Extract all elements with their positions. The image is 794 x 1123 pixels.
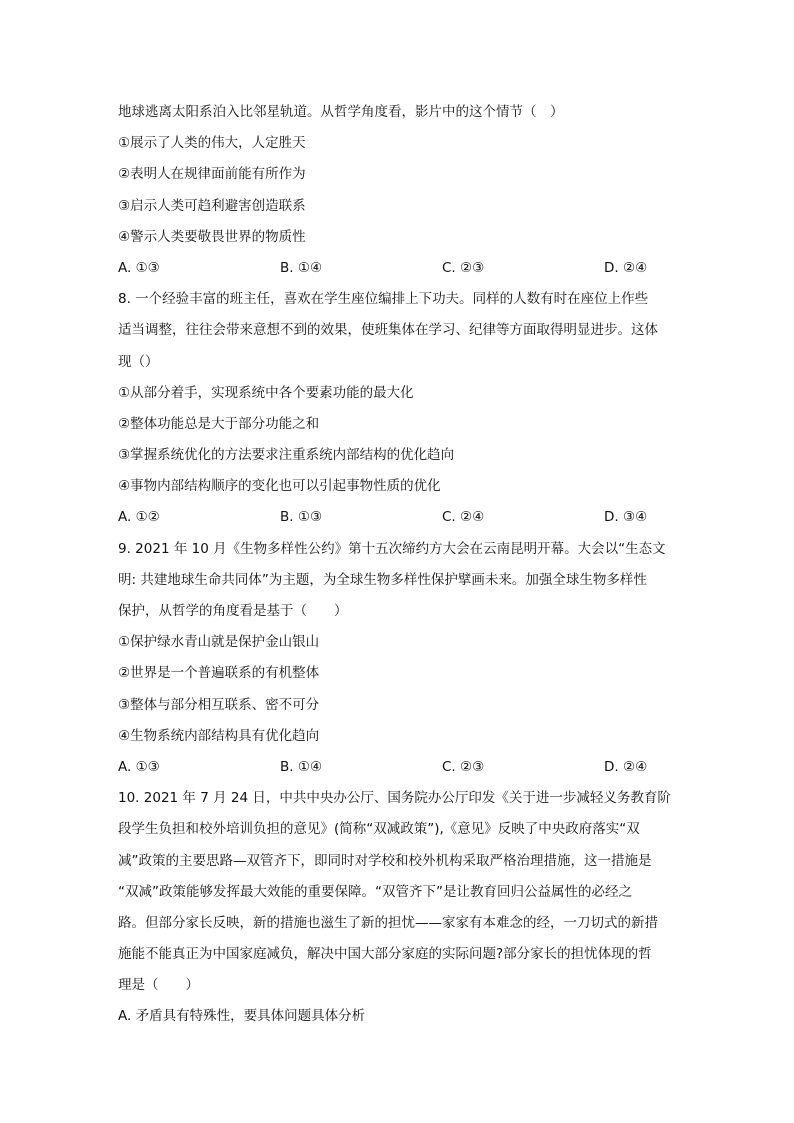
choice-d: D. ②④ (604, 259, 648, 276)
question-7-tail (118, 97, 678, 284)
question-stem: “双减”政策能够发挥最大效能的重要保障。“双管齐下”是让教育回归公益属性的必经之 (118, 883, 632, 900)
choice-b: B. ①③ (280, 509, 323, 526)
option-1: ①从部分着手，实现系统中各个要素功能的最大化 (118, 384, 414, 401)
option-2: ②表明人在规律面前能有所作为 (118, 166, 306, 183)
option-4: ④警示人类要敬畏世界的物质性 (118, 228, 306, 245)
answer-choices (118, 752, 678, 783)
question-stem: 路。但部分家长反映，新的措施也滋生了新的担忧——家家有本难念的经，一刀切式的新措 (118, 914, 658, 931)
choice-c: C. ②③ (442, 758, 485, 775)
option-4: ④生物系统内部结构具有优化趋向 (118, 727, 320, 744)
question-10 (118, 783, 678, 1033)
choice-b: B. ①④ (280, 259, 323, 276)
choice-a: A. ①③ (118, 758, 160, 775)
option-3: ③启示人类可趋利避害创造联系 (118, 197, 306, 214)
question-stem: 现（） (118, 353, 159, 370)
choice-b: B. ①④ (280, 758, 323, 775)
option-4: ④事物内部结构顺序的变化也可以引起事物性质的优化 (118, 478, 441, 495)
option-2: ②整体功能总是大于部分功能之和 (118, 415, 320, 432)
choice-c: C. ②④ (442, 509, 485, 526)
option-3: ③整体与部分相互联系、密不可分 (118, 696, 320, 713)
answer-choices (118, 502, 678, 533)
question-stem: 减”政策的主要思路—双管齐下，即同时对学校和校外机构采取严格治理措施，这一措施是 (118, 852, 652, 869)
option-2: ②世界是一个普遍联系的有机整体 (118, 665, 320, 682)
question-stem: 明: 共建地球生命共同体”为主题，为全球生物多样性保护擘画未来。加强全球生物多样性 (118, 571, 647, 588)
option-1: ①展示了人类的伟大，人定胜天 (118, 135, 306, 152)
option-1: ①保护绿水青山就是保护金山银山 (118, 634, 320, 651)
question-stem: 10. 2021 年 7 月 24 日，中共中央办公厅、国务院办公厅印发《关于进一步减轻义务教育阶 (118, 790, 671, 807)
question-content (118, 97, 678, 1033)
text-line: 地球逃离太阳系泊入比邻星轨道。从哲学角度看，影片中的这个情节（ ） (118, 104, 564, 120)
question-9 (118, 534, 678, 784)
choice-a: A. 矛盾具有特殊性，要具体问题具体分析 (118, 1008, 366, 1025)
question-stem: 9. 2021 年 10 月《生物多样性公约》第十五次缔约方大会在云南昆明开幕。大会以“生态文 (118, 540, 666, 557)
choice-d: D. ②④ (604, 758, 648, 775)
question-8 (118, 284, 678, 534)
choice-a: A. ①③ (118, 259, 160, 276)
question-stem: 施能不能真正为中国家庭减负，解决中国大部分家庭的实际问题?部分家长的担忧体现的哲 (118, 946, 652, 963)
option-3: ③掌握系统优化的方法要求注重系统内部结构的优化趋向 (118, 447, 455, 464)
question-stem: 保护，从哲学的角度看是基于（ ） (118, 603, 348, 619)
choice-c: C. ②③ (442, 259, 485, 276)
question-stem: 段学生负担和校外培训负担的意见》(简称“双减政策”),《意见》反映了中央政府落实“双 (118, 821, 640, 838)
answer-choices (118, 253, 678, 284)
question-stem: 8. 一个经验丰富的班主任，喜欢在学生座位编排上下功夫。同样的人数有时在座位上作些 (118, 291, 649, 308)
choice-a: A. ①② (118, 509, 160, 526)
question-stem: 理是（ ） (118, 977, 199, 994)
choice-d: D. ③④ (604, 509, 648, 526)
question-stem: 适当调整，往往会带来意想不到的效果，使班集体在学习、纪律等方面取得明显进步。这体 (118, 322, 658, 339)
